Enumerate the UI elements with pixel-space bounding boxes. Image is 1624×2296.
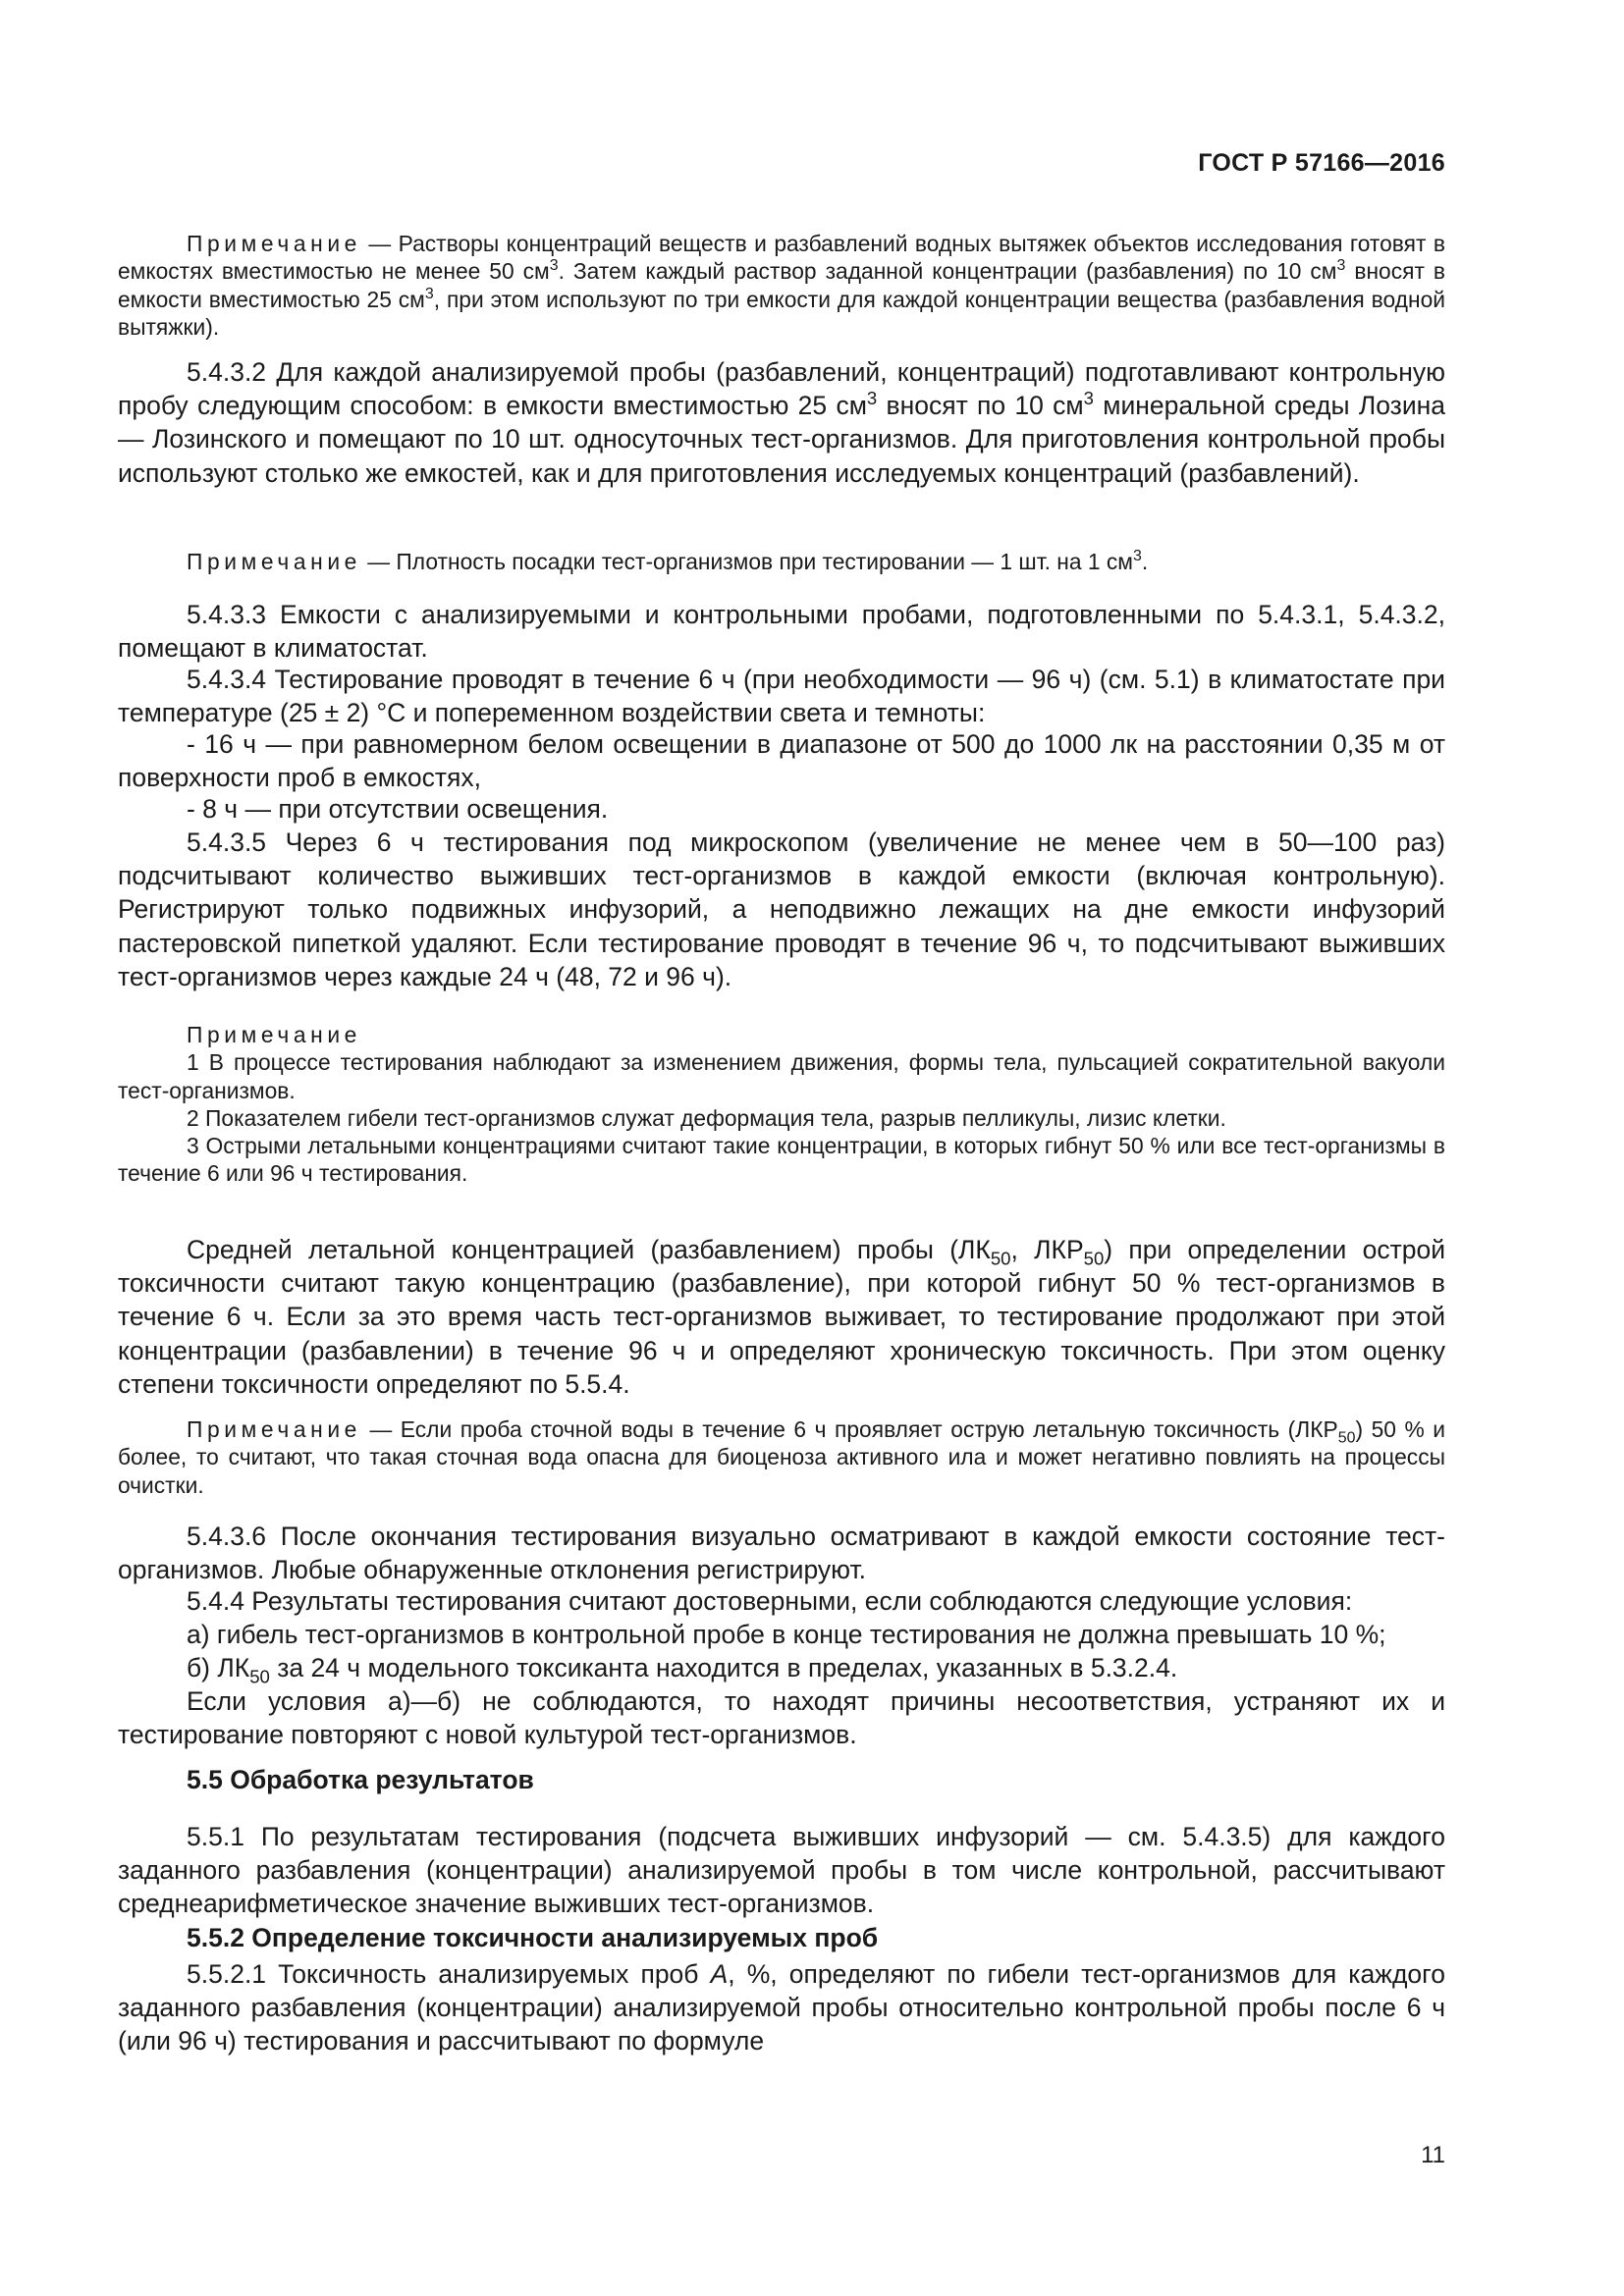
section-heading-5-5-2: 5.5.2 Определение токсичности анализируемых проб — [187, 1923, 879, 1952]
paragraph-5-4-4: 5.4.4 Результаты тестирования считают достоверными, если соблюдаются следующие условия: — [187, 1586, 1353, 1616]
condition-a: а) гибель тест-организмов в контрольной пробе в конце тестирования не должна превышать 10 %; — [187, 1620, 1386, 1649]
paragraph-5-4-3-6: 5.4.3.6 После окончания тестирования визуально осматривают в каждой емкости состояние тест-организмов. Любые обнаруженные отклонения регистрируют. — [118, 1522, 1445, 1585]
note-4: Примечание — Если проба сточной воды в течение 6 ч проявляет острую летальную токсичность $(ЛКР_{50})$ 50 % и более, то считают, что такая сточная вода опасна для биоценоза активного ила и может негативно повлиять на процессы очистки. — [118, 1416, 1445, 1498]
paragraph-5-5-2-1: 5.5.2.1 Токсичность анализируемых проб А, %, определяют по гибели тест-организмов для каждого заданного разбавления (концентрации) анализируемой пробы относительно контрольной пробы после 6 ч (или 96 ч) тестирования и рассчитывают по формуле — [118, 1959, 1445, 2056]
condition-b: б) $ЛК_{50}$ за 24 ч модельного токсиканта находится в пределах, указанных в 5.3.2.4. — [187, 1653, 1178, 1687]
page-number: 11 — [1421, 2142, 1445, 2168]
paragraph-conditions-fail: Если условия а)—б) не соблюдаются, то находят причины несоответствия, устраняют их и тестирование повторяют с новой культурой тест-организмов. — [118, 1686, 1445, 1750]
paragraph-5-5-1: 5.5.1 По результатам тестирования (подсчета выживших инфузорий — см. 5.4.3.5) для каждого заданного разбавления (концентрации) анализируемой пробы в том числе контрольной, рассчитывают среднеарифметическое значение выживших тест-организмов. — [118, 1822, 1445, 1919]
document-header: ГОСТ Р 57166—2016 — [1198, 149, 1445, 177]
paragraph-5-4-3-4: 5.4.3.4 Тестирование проводят в течение 6 ч (при необходимости — 96 ч) (см. 5.1) в климатостате при температуре (25 ± 2) °С и попеременном воздействии света и темноты: — [118, 665, 1445, 728]
paragraph-lc50: Средней летальной концентрацией (разбавлением) пробы ($ЛК_{50}$, $ЛКР_{50}$) при определении острой токсичности считают такую концентрацию (разбавление), при которой гибнут 50 % тест-организмов в течение 6 ч. Если за это время часть тест-организмов выживает, то тестирование продолжают при этой концентрации (разбавлении) в течение 96 ч и определяют хроническую токсичность. При этом оценку степени токсичности определяют по 5.5.4. — [118, 1235, 1445, 1399]
note-label: Примечание — [187, 1416, 361, 1442]
list-item-8h: - 8 ч — при отсутствии освещения. — [187, 794, 609, 824]
note-label: Примечание — [187, 549, 361, 574]
note-1: Примечание — Растворы концентраций веществ и разбавлений водных вытяжек объектов исследования готовят в емкостях вместимостью не менее 50 $см^3$. Затем каждый раствор заданной концентрации (разбавления) по 10 $см^3$ вносят в емкости вместимостью 25 $см^3$, при этом используют по три емкости для каждой концентрации вещества (разбавления водной вытяжки). — [118, 231, 1446, 340]
note-item: 1 В процессе тестирования наблюдают за изменением движения, формы тела, пульсацией сократительной вакуоли тест-организмов. — [118, 1049, 1445, 1103]
note-3 — [118, 1021, 1445, 1188]
note-item: 2 Показателем гибели тест-организмов служат деформация тела, разрыв пелликулы, лизис клетки. — [187, 1104, 1226, 1131]
note-label: Примечание — [187, 231, 361, 256]
note-item: 3 Острыми летальными концентрациями считают такие концентрации, в которых гибнут 50 % или все тест-организмы в течение 6 или 96 ч тестирования. — [118, 1133, 1445, 1187]
list-item-16h: - 16 ч — при равномерном белом освещении в диапазоне от 500 до 1000 лк на расстоянии 0,35 м от поверхности проб в емкостях, — [118, 729, 1445, 793]
paragraph-5-4-3-5: 5.4.3.5 Через 6 ч тестирования под микроскопом (увеличение не менее чем в 50—100 раз) подсчитывают количество выживших тест-организмов в каждой емкости (включая контрольную). Регистрируют только подвижных инфузорий, а неподвижно лежащих на дне емкости инфузорий пастеровской пипеткой удаляют. Если тестирование проводят в течение 96 ч, то подсчитывают выживших тест-организмов через каждые 24 ч (48, 72 и 96 ч). — [118, 828, 1445, 991]
paragraph-5-4-3-3: 5.4.3.3 Емкости с анализируемыми и контрольными пробами, подготовленными по 5.4.3.1, 5.4.3.2, помещают в климатостат. — [118, 600, 1445, 664]
note-2: Примечание — Плотность посадки тест-организмов при тестировании — 1 шт. на 1 $см^3$. — [187, 548, 1149, 574]
note-label: Примечание — [187, 1022, 361, 1047]
section-heading-5-5: 5.5 Обработка результатов — [187, 1765, 534, 1794]
paragraph-5-4-3-2: 5.4.3.2 Для каждой анализируемой пробы (разбавлений, концентраций) подготавливают контрольную пробу следующим способом: в емкости вместимостью 25 $см^3$ вносят по 10 $см^3$ минеральной среды Лозина — Лозинского и помещают по 10 шт. односуточных тест-организмов. Для приготовления контрольной пробы используют столько же емкостей, как и для приготовления исследуемых концентраций (разбавлений). — [118, 357, 1445, 488]
